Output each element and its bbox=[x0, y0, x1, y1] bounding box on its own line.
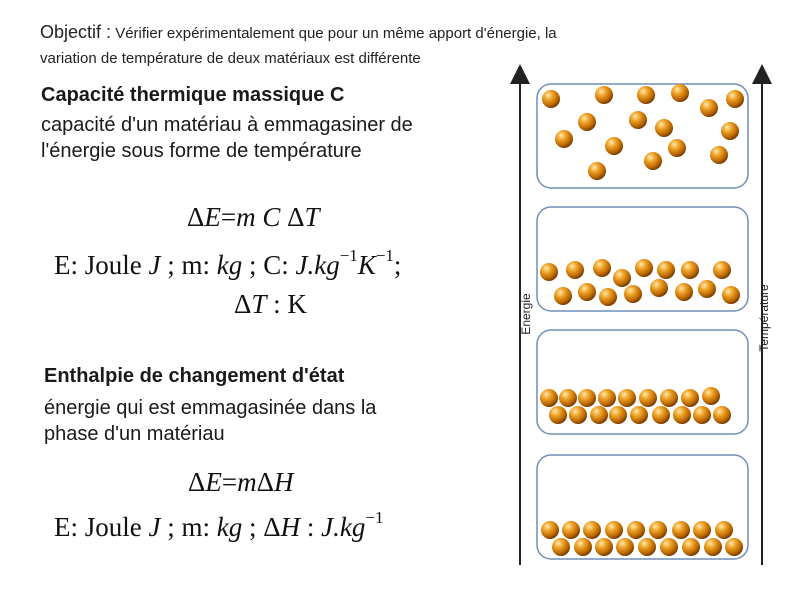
particle bbox=[578, 283, 596, 301]
capacity-formula bbox=[187, 202, 320, 233]
formula-T: T bbox=[304, 202, 320, 232]
particle bbox=[655, 119, 673, 137]
particle bbox=[637, 86, 655, 104]
capacity-desc-line-1: capacité d'un matériau à emmagasiner de bbox=[41, 114, 413, 136]
particle bbox=[635, 259, 653, 277]
unit-sep: ; bbox=[242, 512, 264, 542]
unit-joule: J bbox=[148, 512, 161, 542]
particle bbox=[710, 146, 728, 164]
unit-sep: ; m: bbox=[160, 512, 217, 542]
particle bbox=[681, 261, 699, 279]
particle bbox=[595, 538, 613, 556]
particle bbox=[715, 521, 733, 539]
particle bbox=[713, 406, 731, 424]
particle bbox=[578, 113, 596, 131]
capacity-units-line-2 bbox=[234, 289, 514, 320]
particle bbox=[722, 286, 740, 304]
particle bbox=[541, 521, 559, 539]
objective-line-2: variation de température de deux matériaux est différente bbox=[40, 50, 421, 67]
particle bbox=[726, 90, 744, 108]
unit-T: T bbox=[251, 289, 267, 319]
particle bbox=[693, 406, 711, 424]
unit-kelvin: K bbox=[357, 250, 376, 280]
particle bbox=[559, 389, 577, 407]
unit-delta: Δ bbox=[234, 289, 252, 319]
particle bbox=[639, 389, 657, 407]
formula-m: m bbox=[236, 202, 256, 232]
particle bbox=[698, 280, 716, 298]
unit-colon: : bbox=[300, 512, 322, 542]
particle bbox=[624, 285, 642, 303]
particle bbox=[598, 389, 616, 407]
particle bbox=[657, 261, 675, 279]
particle bbox=[693, 521, 711, 539]
particle bbox=[672, 521, 690, 539]
formula-E: E bbox=[205, 467, 222, 497]
particle bbox=[593, 259, 611, 277]
capacity-desc-line-2: l'énergie sous forme de température bbox=[41, 140, 362, 162]
particle bbox=[588, 162, 606, 180]
particle bbox=[704, 538, 722, 556]
unit-end: ; bbox=[393, 250, 402, 280]
unit-kg: kg bbox=[216, 512, 243, 542]
particle bbox=[613, 269, 631, 287]
particle bbox=[554, 287, 572, 305]
enthalpy-description bbox=[44, 395, 376, 447]
particle bbox=[630, 406, 648, 424]
particle bbox=[702, 387, 720, 405]
enthalpy-title: Enthalpie de changement d'état bbox=[44, 365, 345, 387]
objective-line-1: Vérifier expérimentalement que pour un même apport d'énergie, la bbox=[115, 25, 557, 42]
formula-delta-2: Δ bbox=[287, 202, 305, 232]
particle bbox=[638, 538, 656, 556]
particle bbox=[652, 406, 670, 424]
particle bbox=[681, 389, 699, 407]
particle bbox=[590, 406, 608, 424]
energy-axis-label: Energie bbox=[519, 293, 533, 335]
particle bbox=[627, 521, 645, 539]
unit-exponent: −1 bbox=[365, 508, 384, 527]
particle bbox=[668, 139, 686, 157]
formula-C: C bbox=[262, 202, 281, 232]
unit-sep: ; C: bbox=[242, 250, 296, 280]
unit-e-label: E: Joule bbox=[54, 512, 149, 542]
particle bbox=[574, 538, 592, 556]
enthalpy-desc-line-2: phase d'un matériau bbox=[44, 423, 225, 445]
particle bbox=[540, 263, 558, 281]
unit-kelvin-label: : K bbox=[266, 289, 307, 319]
particle bbox=[578, 389, 596, 407]
particle bbox=[713, 261, 731, 279]
particle bbox=[549, 406, 567, 424]
unit-joule: J bbox=[148, 250, 161, 280]
particle bbox=[609, 406, 627, 424]
enthalpy-desc-line-1: énergie qui est emmagasinée dans la bbox=[44, 397, 377, 419]
particle bbox=[562, 521, 580, 539]
capacity-units bbox=[54, 246, 514, 320]
particle bbox=[721, 122, 739, 140]
capacity-units-line-1 bbox=[54, 246, 514, 281]
unit-exponent: −1 bbox=[375, 246, 394, 265]
unit-kg: kg bbox=[216, 250, 243, 280]
particle bbox=[552, 538, 570, 556]
particle bbox=[618, 389, 636, 407]
capacity-description bbox=[41, 112, 413, 164]
particle bbox=[660, 538, 678, 556]
unit-delta: Δ bbox=[263, 512, 281, 542]
formula-delta: Δ bbox=[188, 467, 206, 497]
particle bbox=[682, 538, 700, 556]
particle bbox=[629, 111, 647, 129]
unit-H: H bbox=[280, 512, 301, 542]
formula-m: m bbox=[237, 467, 257, 497]
unit-sep: ; m: bbox=[160, 250, 217, 280]
particle bbox=[725, 538, 743, 556]
particle bbox=[650, 279, 668, 297]
particle bbox=[605, 137, 623, 155]
formula-E: E bbox=[204, 202, 221, 232]
particle bbox=[644, 152, 662, 170]
capacity-title: Capacité thermique massique C bbox=[41, 84, 345, 106]
particle bbox=[595, 86, 613, 104]
formula-equals: = bbox=[220, 202, 237, 232]
states-diagram bbox=[500, 60, 790, 580]
formula-delta-2: Δ bbox=[256, 467, 274, 497]
enthalpy-units bbox=[54, 508, 384, 543]
objective-label: Objectif : bbox=[40, 22, 112, 42]
particle bbox=[675, 283, 693, 301]
particle bbox=[566, 261, 584, 279]
formula-equals: = bbox=[221, 467, 238, 497]
particle bbox=[542, 90, 560, 108]
formula-H: H bbox=[273, 467, 294, 497]
particle bbox=[605, 521, 623, 539]
formula-delta: Δ bbox=[187, 202, 205, 232]
particle bbox=[569, 406, 587, 424]
particle bbox=[583, 521, 601, 539]
enthalpy-formula bbox=[188, 467, 293, 498]
particle bbox=[673, 406, 691, 424]
particle bbox=[700, 99, 718, 117]
temperature-axis-label: Température bbox=[757, 284, 771, 352]
unit-jkg: J.kg bbox=[295, 250, 340, 280]
unit-exponent: −1 bbox=[339, 246, 358, 265]
unit-jkg: J.kg bbox=[321, 512, 366, 542]
particle bbox=[555, 130, 573, 148]
unit-e-label: E: Joule bbox=[54, 250, 149, 280]
particle bbox=[616, 538, 634, 556]
particle bbox=[649, 521, 667, 539]
particle bbox=[540, 389, 558, 407]
particle bbox=[599, 288, 617, 306]
particle bbox=[660, 389, 678, 407]
particle bbox=[671, 84, 689, 102]
